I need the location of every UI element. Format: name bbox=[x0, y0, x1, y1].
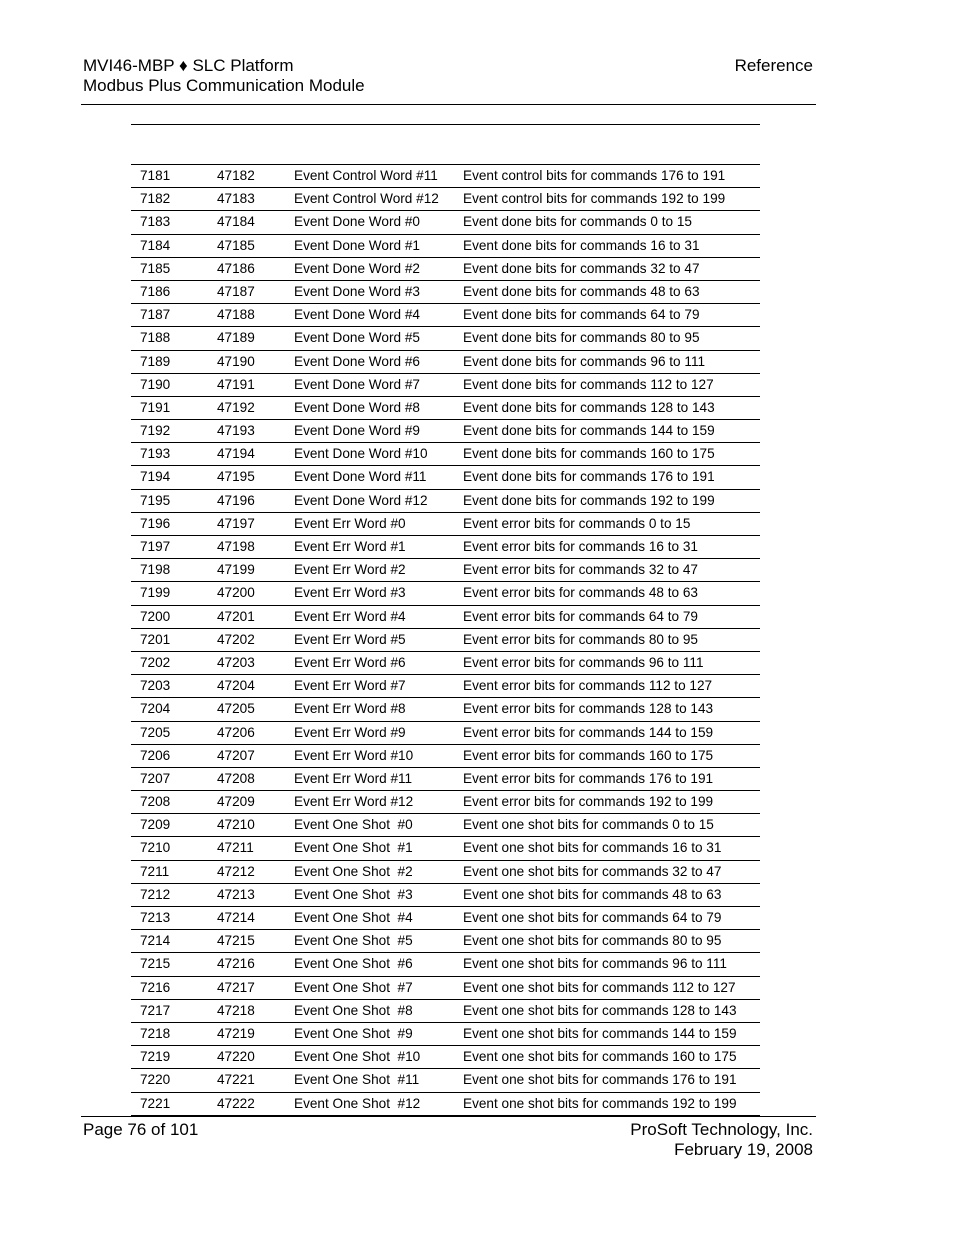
modbus-address-cell: 47190 bbox=[217, 353, 255, 369]
table-row bbox=[131, 351, 760, 374]
modbus-address-cell: 47205 bbox=[217, 701, 255, 717]
description-cell: Event control bits for commands 176 to 191 bbox=[463, 168, 726, 183]
table-row bbox=[131, 745, 760, 768]
table-row bbox=[131, 652, 760, 675]
description-cell: Event error bits for commands 112 to 127 bbox=[463, 678, 713, 694]
table-row bbox=[131, 281, 760, 304]
address-cell: 7219 bbox=[140, 1049, 171, 1065]
name-cell: Event Err Word #0 bbox=[294, 515, 406, 531]
modbus-address-cell: 47199 bbox=[217, 562, 255, 578]
address-cell: 7200 bbox=[140, 608, 171, 624]
address-cell: 7184 bbox=[140, 237, 171, 253]
description-cell: Event done bits for commands 112 to 127 bbox=[463, 376, 714, 392]
name-cell: Event Err Word #10 bbox=[294, 747, 414, 763]
address-cell: 7191 bbox=[140, 399, 171, 415]
name-cell: Event One Shot #1 bbox=[294, 840, 413, 856]
description-cell: Event error bits for commands 176 to 191 bbox=[463, 770, 714, 786]
modbus-address-cell: 47182 bbox=[217, 168, 255, 183]
description-cell: Event done bits for commands 144 to 159 bbox=[463, 423, 715, 439]
description-cell: Event one shot bits for commands 160 to 175 bbox=[463, 1049, 737, 1065]
modbus-address-cell: 47191 bbox=[217, 376, 255, 392]
modbus-address-cell: 47213 bbox=[217, 886, 255, 902]
modbus-address-cell: 47183 bbox=[217, 191, 255, 207]
name-cell: Event Done Word #8 bbox=[294, 399, 420, 415]
description-cell: Event control bits for commands 192 to 199 bbox=[463, 191, 726, 207]
name-cell: Event Done Word #7 bbox=[294, 376, 420, 392]
description-cell: Event done bits for commands 32 to 47 bbox=[463, 260, 700, 276]
name-cell: Event Done Word #4 bbox=[294, 307, 420, 323]
table-row bbox=[131, 930, 760, 953]
modbus-address-cell: 47186 bbox=[217, 260, 255, 276]
name-cell: Event Err Word #9 bbox=[294, 724, 406, 740]
table-row bbox=[131, 536, 760, 559]
description-cell: Event one shot bits for commands 64 to 79 bbox=[463, 910, 722, 925]
description-cell: Event error bits for commands 144 to 159 bbox=[463, 724, 714, 740]
modbus-address-cell: 47202 bbox=[217, 631, 255, 647]
modbus-address-cell: 47185 bbox=[217, 237, 255, 253]
address-cell: 7207 bbox=[140, 770, 171, 786]
description-cell: Event one shot bits for commands 128 to 143 bbox=[463, 1002, 737, 1018]
name-cell: Event Err Word #6 bbox=[294, 654, 406, 670]
name-cell: Event Control Word #12 bbox=[294, 191, 439, 207]
description-cell: Event error bits for commands 192 to 199 bbox=[463, 794, 714, 810]
description-cell: Event error bits for commands 32 to 47 bbox=[463, 562, 698, 578]
address-cell: 7218 bbox=[140, 1025, 171, 1041]
name-cell: Event One Shot #12 bbox=[294, 1095, 421, 1111]
address-cell: 7186 bbox=[140, 283, 171, 299]
name-cell: Event Err Word #12 bbox=[294, 794, 414, 810]
address-cell: 7198 bbox=[140, 562, 171, 578]
description-cell: Event done bits for commands 96 to 111 bbox=[463, 353, 706, 369]
modbus-address-cell: 47217 bbox=[217, 979, 255, 995]
address-cell: 7212 bbox=[140, 886, 171, 902]
description-cell: Event done bits for commands 192 to 199 bbox=[463, 492, 715, 508]
address-cell: 7202 bbox=[140, 654, 171, 670]
table-top-divider bbox=[131, 124, 760, 125]
table-row bbox=[131, 559, 760, 582]
modbus-address-cell: 47195 bbox=[217, 469, 255, 485]
table-row bbox=[131, 977, 760, 1000]
table-row bbox=[131, 420, 760, 443]
header-product-line: MVI46-MBP ♦ SLC Platform bbox=[83, 56, 294, 75]
address-cell: 7181 bbox=[140, 168, 171, 183]
address-cell: 7192 bbox=[140, 423, 171, 439]
table-row bbox=[131, 837, 760, 860]
table-row bbox=[131, 582, 760, 605]
name-cell: Event Done Word #2 bbox=[294, 260, 420, 276]
address-cell: 7197 bbox=[140, 539, 171, 554]
modbus-address-cell: 47192 bbox=[217, 399, 255, 415]
modbus-address-cell: 47220 bbox=[217, 1049, 255, 1065]
modbus-address-cell: 47184 bbox=[217, 214, 255, 230]
name-cell: Event Done Word #3 bbox=[294, 283, 420, 299]
name-cell: Event Done Word #12 bbox=[294, 492, 428, 508]
description-cell: Event done bits for commands 176 to 191 bbox=[463, 469, 715, 485]
name-cell: Event Done Word #6 bbox=[294, 353, 420, 369]
modbus-address-cell: 47206 bbox=[217, 724, 255, 740]
modbus-address-cell: 47207 bbox=[217, 747, 255, 763]
address-cell: 7203 bbox=[140, 678, 171, 694]
footer-divider bbox=[81, 1116, 816, 1117]
description-cell: Event error bits for commands 80 to 95 bbox=[463, 631, 698, 647]
description-cell: Event done bits for commands 80 to 95 bbox=[463, 330, 700, 346]
name-cell: Event Done Word #11 bbox=[294, 469, 427, 485]
footer-company: ProSoft Technology, Inc. bbox=[630, 1120, 813, 1139]
table-row bbox=[131, 675, 760, 698]
description-cell: Event one shot bits for commands 176 to 191 bbox=[463, 1072, 737, 1088]
name-cell: Event Done Word #0 bbox=[294, 214, 420, 230]
header-section-label: Reference bbox=[734, 56, 813, 75]
modbus-address-cell: 47203 bbox=[217, 654, 255, 670]
modbus-address-cell: 47196 bbox=[217, 492, 255, 508]
name-cell: Event One Shot #9 bbox=[294, 1025, 413, 1041]
description-cell: Event error bits for commands 128 to 143 bbox=[463, 701, 714, 717]
description-cell: Event error bits for commands 160 to 175 bbox=[463, 747, 714, 763]
table-row bbox=[131, 884, 760, 907]
name-cell: Event Err Word #1 bbox=[294, 539, 406, 554]
address-cell: 7206 bbox=[140, 747, 171, 763]
description-cell: Event error bits for commands 96 to 111 bbox=[463, 654, 704, 670]
table-row bbox=[131, 1069, 760, 1092]
name-cell: Event One Shot #7 bbox=[294, 979, 413, 995]
name-cell: Event Done Word #1 bbox=[294, 237, 420, 253]
modbus-address-cell: 47209 bbox=[217, 794, 255, 810]
address-cell: 7196 bbox=[140, 515, 171, 531]
address-cell: 7201 bbox=[140, 631, 171, 647]
address-cell: 7221 bbox=[140, 1095, 171, 1111]
address-cell: 7195 bbox=[140, 492, 171, 508]
description-cell: Event one shot bits for commands 48 to 63 bbox=[463, 886, 722, 902]
address-cell: 7216 bbox=[140, 979, 171, 995]
modbus-address-cell: 47204 bbox=[217, 678, 255, 694]
description-cell: Event done bits for commands 128 to 143 bbox=[463, 399, 715, 415]
description-cell: Event one shot bits for commands 0 to 15 bbox=[463, 817, 714, 833]
name-cell: Event Err Word #8 bbox=[294, 701, 406, 717]
description-cell: Event done bits for commands 16 to 31 bbox=[463, 237, 700, 253]
modbus-address-cell: 47215 bbox=[217, 933, 255, 949]
table-row bbox=[131, 768, 760, 791]
header-module-name: Modbus Plus Communication Module bbox=[83, 75, 365, 95]
modbus-address-cell: 47214 bbox=[217, 910, 255, 925]
modbus-address-cell: 47201 bbox=[217, 608, 255, 624]
address-cell: 7182 bbox=[140, 191, 171, 207]
name-cell: Event Err Word #7 bbox=[294, 678, 406, 694]
address-cell: 7215 bbox=[140, 956, 171, 972]
table-row bbox=[131, 443, 760, 466]
register-table bbox=[131, 164, 760, 1116]
table-row bbox=[131, 698, 760, 721]
name-cell: Event One Shot #2 bbox=[294, 863, 413, 879]
address-cell: 7209 bbox=[140, 817, 171, 833]
modbus-address-cell: 47211 bbox=[217, 840, 254, 856]
description-cell: Event done bits for commands 0 to 15 bbox=[463, 214, 692, 230]
address-cell: 7211 bbox=[140, 863, 170, 879]
address-cell: 7199 bbox=[140, 585, 171, 601]
table-row bbox=[131, 466, 760, 489]
modbus-address-cell: 47197 bbox=[217, 515, 255, 531]
footer-date: February 19, 2008 bbox=[674, 1139, 813, 1159]
table-row bbox=[131, 513, 760, 536]
table-row bbox=[131, 814, 760, 837]
table-row bbox=[131, 188, 760, 211]
modbus-address-cell: 47198 bbox=[217, 539, 255, 554]
name-cell: Event Done Word #5 bbox=[294, 330, 420, 346]
description-cell: Event one shot bits for commands 144 to 159 bbox=[463, 1025, 737, 1041]
footer-page-number: Page 76 of 101 bbox=[83, 1120, 199, 1139]
modbus-address-cell: 47218 bbox=[217, 1002, 255, 1018]
description-cell: Event one shot bits for commands 32 to 47 bbox=[463, 863, 722, 879]
table-row bbox=[131, 1093, 760, 1116]
footer-info bbox=[630, 1120, 813, 1159]
name-cell: Event One Shot #3 bbox=[294, 886, 413, 902]
address-cell: 7220 bbox=[140, 1072, 171, 1088]
modbus-address-cell: 47222 bbox=[217, 1095, 255, 1111]
modbus-address-cell: 47219 bbox=[217, 1025, 255, 1041]
table-row bbox=[131, 258, 760, 281]
address-cell: 7208 bbox=[140, 794, 171, 810]
address-cell: 7189 bbox=[140, 353, 171, 369]
modbus-address-cell: 47188 bbox=[217, 307, 255, 323]
modbus-address-cell: 47216 bbox=[217, 956, 255, 972]
address-cell: 7183 bbox=[140, 214, 171, 230]
description-cell: Event one shot bits for commands 80 to 95 bbox=[463, 933, 722, 949]
name-cell: Event One Shot #0 bbox=[294, 817, 413, 833]
address-cell: 7213 bbox=[140, 910, 171, 925]
address-cell: 7193 bbox=[140, 446, 171, 462]
description-cell: Event done bits for commands 160 to 175 bbox=[463, 446, 715, 462]
address-cell: 7210 bbox=[140, 840, 171, 856]
name-cell: Event Err Word #3 bbox=[294, 585, 406, 601]
description-cell: Event error bits for commands 0 to 15 bbox=[463, 515, 691, 531]
modbus-address-cell: 47187 bbox=[217, 283, 255, 299]
address-cell: 7185 bbox=[140, 260, 171, 276]
address-cell: 7217 bbox=[140, 1002, 171, 1018]
table-row bbox=[131, 907, 760, 930]
address-cell: 7194 bbox=[140, 469, 171, 485]
table-row bbox=[131, 1000, 760, 1023]
address-cell: 7204 bbox=[140, 701, 171, 717]
table-row bbox=[131, 235, 760, 258]
table-row bbox=[131, 304, 760, 327]
table-row bbox=[131, 490, 760, 513]
description-cell: Event done bits for commands 48 to 63 bbox=[463, 283, 700, 299]
name-cell: Event Done Word #9 bbox=[294, 423, 420, 439]
table-row bbox=[131, 211, 760, 234]
table-row bbox=[131, 397, 760, 420]
modbus-address-cell: 47212 bbox=[217, 863, 255, 879]
description-cell: Event error bits for commands 64 to 79 bbox=[463, 608, 698, 624]
description-cell: Event one shot bits for commands 16 to 31 bbox=[463, 840, 722, 856]
modbus-address-cell: 47189 bbox=[217, 330, 255, 346]
table-row bbox=[131, 722, 760, 745]
description-cell: Event one shot bits for commands 192 to 199 bbox=[463, 1095, 737, 1111]
name-cell: Event Done Word #10 bbox=[294, 446, 428, 462]
address-cell: 7188 bbox=[140, 330, 171, 346]
name-cell: Event One Shot #4 bbox=[294, 910, 413, 925]
description-cell: Event done bits for commands 64 to 79 bbox=[463, 307, 700, 323]
modbus-address-cell: 47194 bbox=[217, 446, 255, 462]
name-cell: Event One Shot #5 bbox=[294, 933, 413, 949]
table-row bbox=[131, 374, 760, 397]
table-row bbox=[131, 861, 760, 884]
header-divider bbox=[81, 104, 816, 105]
table-row bbox=[131, 165, 760, 188]
description-cell: Event error bits for commands 48 to 63 bbox=[463, 585, 698, 601]
address-cell: 7214 bbox=[140, 933, 171, 949]
modbus-address-cell: 47200 bbox=[217, 585, 255, 601]
table-row bbox=[131, 953, 760, 976]
table-row bbox=[131, 606, 760, 629]
name-cell: Event One Shot #8 bbox=[294, 1002, 413, 1018]
table-row bbox=[131, 1046, 760, 1069]
table-row bbox=[131, 1023, 760, 1046]
table-row bbox=[131, 327, 760, 350]
address-cell: 7205 bbox=[140, 724, 171, 740]
description-cell: Event one shot bits for commands 96 to 111 bbox=[463, 956, 727, 972]
modbus-address-cell: 47193 bbox=[217, 423, 255, 439]
address-cell: 7187 bbox=[140, 307, 171, 323]
name-cell: Event One Shot #6 bbox=[294, 956, 413, 972]
name-cell: Event Err Word #4 bbox=[294, 608, 406, 624]
modbus-address-cell: 47208 bbox=[217, 770, 255, 786]
description-cell: Event error bits for commands 16 to 31 bbox=[463, 539, 698, 554]
document-header-title bbox=[83, 56, 365, 95]
name-cell: Event Err Word #5 bbox=[294, 631, 406, 647]
name-cell: Event Err Word #2 bbox=[294, 562, 406, 578]
address-cell: 7190 bbox=[140, 376, 171, 392]
description-cell: Event one shot bits for commands 112 to 127 bbox=[463, 979, 736, 995]
modbus-address-cell: 47221 bbox=[217, 1072, 255, 1088]
table-row bbox=[131, 791, 760, 814]
name-cell: Event One Shot #10 bbox=[294, 1049, 421, 1065]
name-cell: Event One Shot #11 bbox=[294, 1072, 420, 1088]
modbus-address-cell: 47210 bbox=[217, 817, 255, 833]
table-row bbox=[131, 629, 760, 652]
name-cell: Event Err Word #11 bbox=[294, 770, 413, 786]
name-cell: Event Control Word #11 bbox=[294, 168, 438, 183]
